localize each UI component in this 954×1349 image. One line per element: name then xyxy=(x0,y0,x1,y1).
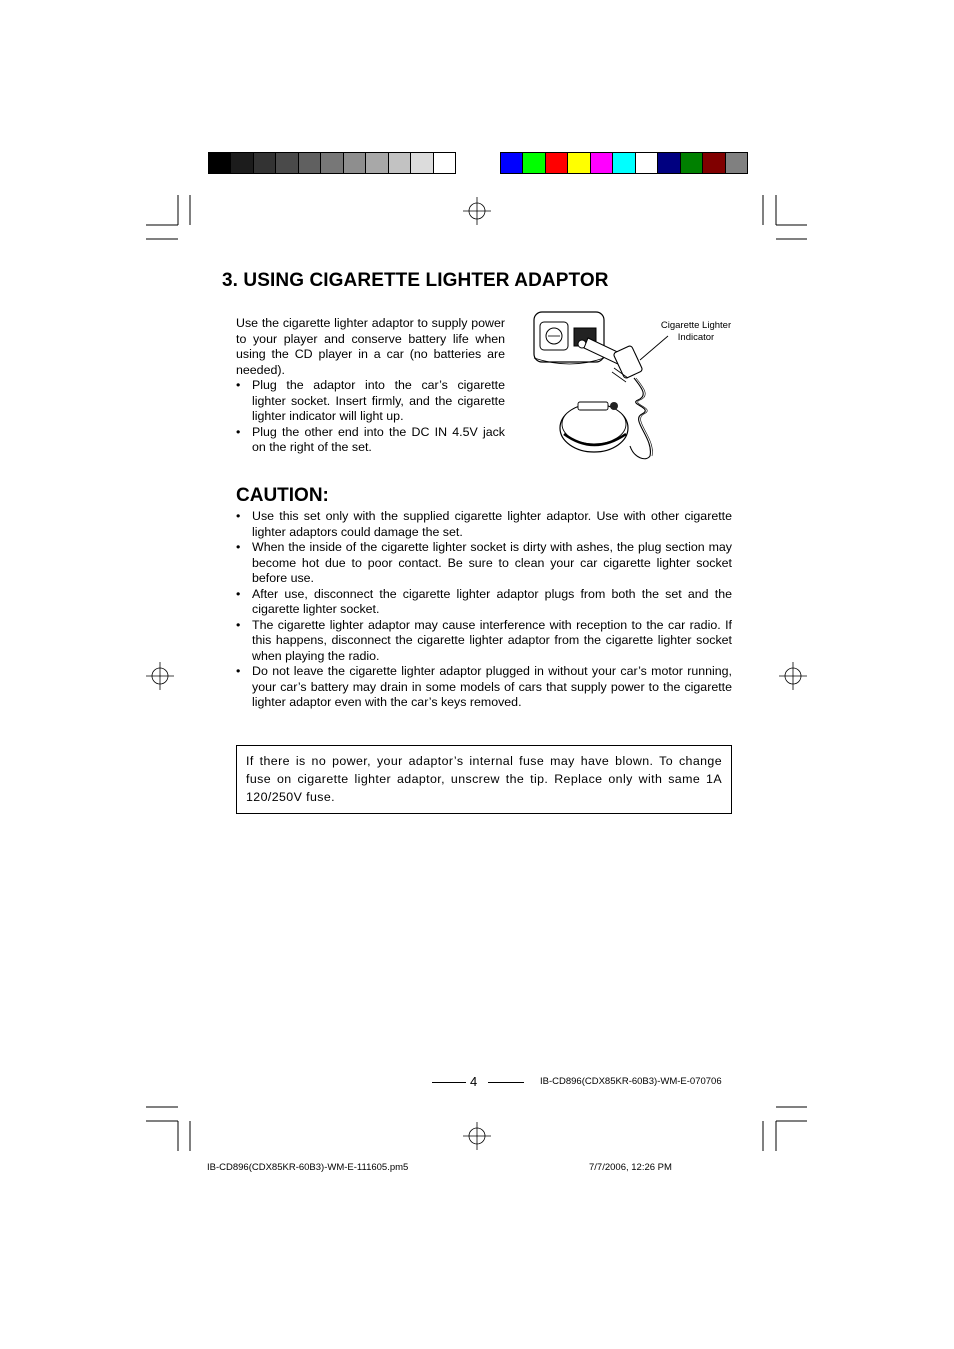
figure-label-line: Indicator xyxy=(677,332,715,343)
registration-mark-bottom xyxy=(463,1122,491,1150)
grayscale-swatch xyxy=(389,153,411,173)
page-number: 4 xyxy=(470,1074,478,1089)
caution-item: • Use this set only with the supplied cigarette lighter adaptor. Use with other cigarette lighter adaptors could damage the set. xyxy=(236,509,732,540)
color-swatch xyxy=(658,153,680,173)
document-code: IB-CD896(CDX85KR-60B3)-WM-E-070706 xyxy=(540,1076,722,1087)
crop-mark-bottom-right xyxy=(760,1105,810,1153)
grayscale-swatch xyxy=(411,153,433,173)
section-title: 3. USING CIGARETTE LIGHTER ADAPTOR xyxy=(222,270,609,291)
crop-mark-top-right xyxy=(760,195,810,243)
crop-mark-top-left xyxy=(146,195,196,243)
file-name: IB-CD896(CDX85KR-60B3)-WM-E-111605.pm5 xyxy=(207,1162,409,1173)
instruction-item: • Plug the adaptor into the car’s cigarette lighter socket. Insert firmly, and the cigarette lighter indicator will light up. xyxy=(236,378,505,425)
registration-mark-top xyxy=(463,197,491,225)
color-swatch xyxy=(523,153,545,173)
color-swatch xyxy=(703,153,725,173)
adaptor-illustration xyxy=(530,308,670,464)
caution-item: • After use, disconnect the cigarette lighter adaptor plugs from both the set and the cigarette lighter socket. xyxy=(236,587,732,618)
instruction-list xyxy=(236,378,505,456)
caution-item: • Do not leave the cigarette lighter adaptor plugged in without your car’s motor running, your car’s battery may drain in some models of cars that supply power to the cigarette lighter adaptor even with the car’s keys removed. xyxy=(236,664,732,711)
grayscale-swatch xyxy=(299,153,321,173)
caution-heading: CAUTION: xyxy=(236,485,329,506)
registration-mark-left xyxy=(146,662,174,690)
grayscale-swatch xyxy=(231,153,253,173)
color-swatch xyxy=(546,153,568,173)
cd-player xyxy=(560,402,628,452)
grayscale-swatch xyxy=(344,153,366,173)
color-swatch xyxy=(568,153,590,173)
figure-label-line: Cigarette Lighter xyxy=(660,320,732,331)
grayscale-swatch xyxy=(434,153,455,173)
intro-paragraph: Use the cigarette lighter adaptor to supply power to your player and conserve battery life when using the CD player in a car (no batteries are needed). xyxy=(236,316,505,377)
grayscale-swatch xyxy=(209,153,231,173)
fuse-note-box xyxy=(236,745,732,814)
car-lighter-socket xyxy=(534,312,604,364)
color-calibration-bar xyxy=(500,152,748,174)
caution-item: • When the inside of the cigarette lighter socket is dirty with ashes, the plug section may become hot due to poor contact. Be sure to clean your car cigarette lighter socket before use. xyxy=(236,540,732,587)
grayscale-swatch xyxy=(254,153,276,173)
file-date: 7/7/2006, 12:26 PM xyxy=(589,1162,672,1173)
grayscale-swatch xyxy=(366,153,388,173)
figure-label xyxy=(655,320,737,344)
grayscale-swatch xyxy=(321,153,343,173)
caution-item: • The cigarette lighter adaptor may cause interference with reception to the car radio. If this happens, disconnect the cigarette lighter adaptor from the cigarette lighter socket when playing the radio. xyxy=(236,618,732,665)
registration-mark-right xyxy=(779,662,807,690)
caution-list xyxy=(236,509,732,711)
color-swatch xyxy=(726,153,747,173)
color-swatch xyxy=(613,153,635,173)
caution-block xyxy=(236,509,732,711)
page-number-rule-right xyxy=(488,1082,524,1083)
page-number-rule-left xyxy=(432,1082,466,1083)
intro-block xyxy=(236,316,505,456)
color-swatch xyxy=(501,153,523,173)
grayscale-calibration-bar xyxy=(208,152,456,174)
grayscale-swatch xyxy=(276,153,298,173)
color-swatch xyxy=(591,153,613,173)
color-swatch xyxy=(681,153,703,173)
instruction-item: • Plug the other end into the DC IN 4.5V jack on the right of the set. xyxy=(236,425,505,456)
color-swatch xyxy=(636,153,658,173)
crop-mark-bottom-left xyxy=(146,1105,196,1153)
fuse-note-text: If there is no power, your adaptor’s internal fuse may have blown. To change fuse on cigarette lighter adaptor, unscrew the tip. Replace only with same 1A 120/250V fuse. xyxy=(246,754,722,804)
